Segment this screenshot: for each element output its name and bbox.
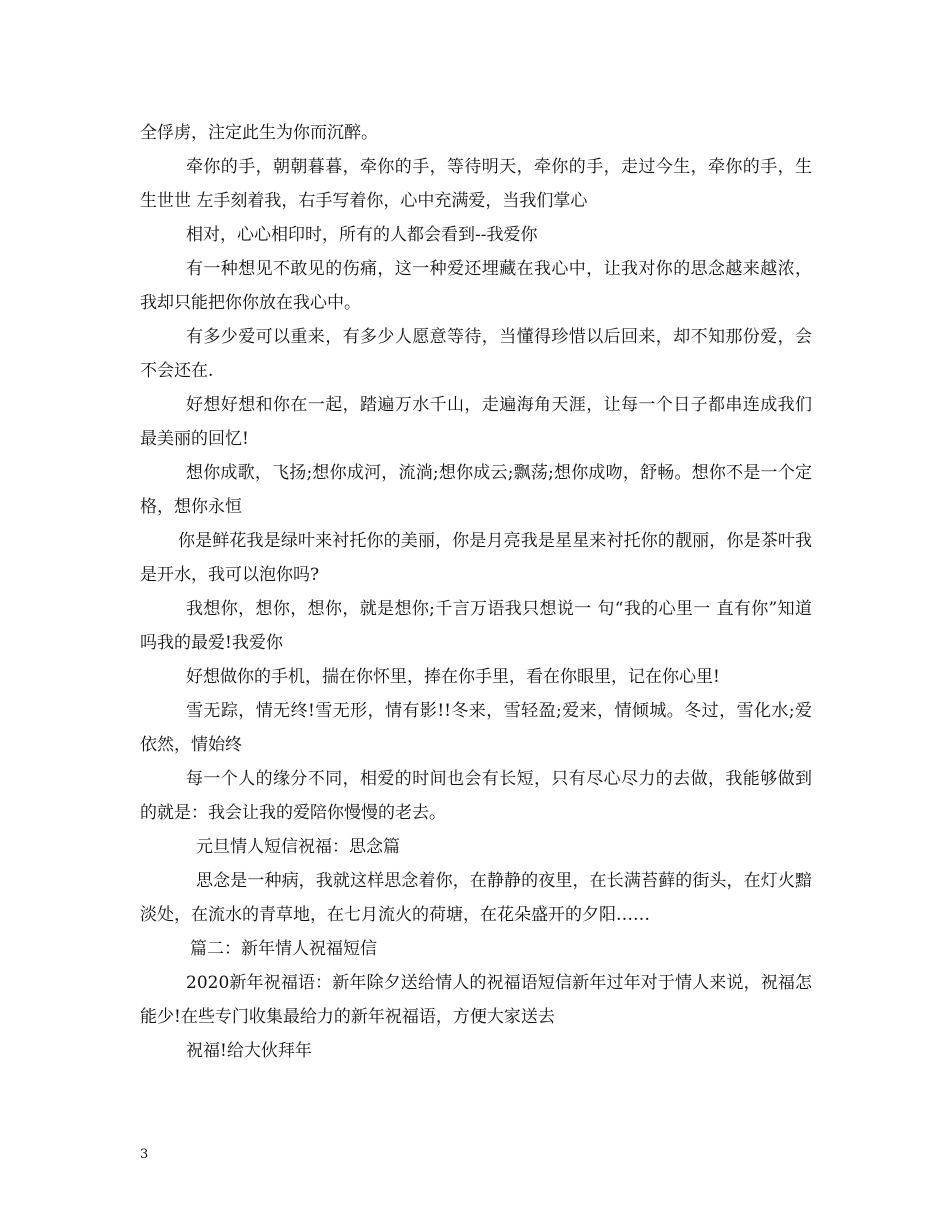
paragraph-10: 好想做你的手机，揣在你怀里，捧在你手里，看在你眼里，记在你心里! [186, 667, 720, 687]
paragraph-8: 你是鲜花我是绿叶来衬托你的美丽，你是月亮我是星星来衬托你的靓丽，你是茶叶我是开水，我可以泡你吗? [140, 531, 812, 585]
paragraph-3: 相对，心心相印时，所有的人都会看到--我爱你 [186, 225, 538, 245]
paragraph-7: 想你成歌，飞扬;想你成河，流淌;想你成云;飘荡;想你成吻，舒畅。想你不是一个定格，想你永恒 [140, 463, 812, 517]
paragraph-1: 全俘虏，注定此生为你而沉醉。 [140, 123, 378, 143]
paragraph-12: 每一个人的缘分不同，相爱的时间也会有长短，只有尽心尽力的去做，我能够做到的就是：我会让我的爱陪你慢慢的老去。 [140, 769, 812, 823]
paragraph-6: 好想好想和你在一起，踏遍万水千山，走遍海角天涯，让每一个日子都串连成我们最美丽的回忆! [140, 395, 812, 449]
paragraph-11: 雪无踪，情无终!雪无形，情有影!!冬来，雪轻盈;爱来，情倾城。冬过，雪化水;爱依然，情始终 [140, 701, 812, 755]
page-number: 3 [140, 1147, 149, 1162]
paragraph-15: 祝福!给大伙拜年 [186, 1041, 312, 1061]
page-body [140, 116, 812, 1068]
section-heading-part-two: 篇二：新年情人祝福短信 [190, 939, 377, 959]
paragraph-4: 有一种想见不敢见的伤痛，这一种爱还埋藏在我心中，让我对你的思念越来越浓，我却只能把你你放在我心中。 [140, 259, 812, 313]
paragraph-13: 思念是一种病，我就这样思念着你，在静静的夜里，在长满苔藓的街头，在灯火黯淡处，在流水的青草地，在七月流火的荷塘，在花朵盛开的夕阳…… [140, 871, 812, 925]
paragraph-9: 我想你，想你，想你，就是想你;千言万语我只想说一 句“我的心里一 直有你”知道吗我的最爱!我爱你 [140, 599, 812, 653]
paragraph-5: 有多少爱可以重来，有多少人愿意等待，当懂得珍惜以后回来，却不知那份爱，会不会还在. [140, 327, 812, 381]
paragraph-2: 牵你的手，朝朝暮暮，牵你的手，等待明天，牵你的手，走过今生，牵你的手，生生世世 左手刻着我，右手写着你，心中充满爱，当我们掌心 [140, 157, 812, 211]
paragraph-14: 2020新年祝福语：新年除夕送给情人的祝福语短信新年过年对于情人来说，祝福怎能少!在些专门收集最给力的新年祝福语，方便大家送去 [140, 973, 812, 1027]
section-heading-missing-you: 元旦情人短信祝福：思念篇 [196, 837, 400, 857]
